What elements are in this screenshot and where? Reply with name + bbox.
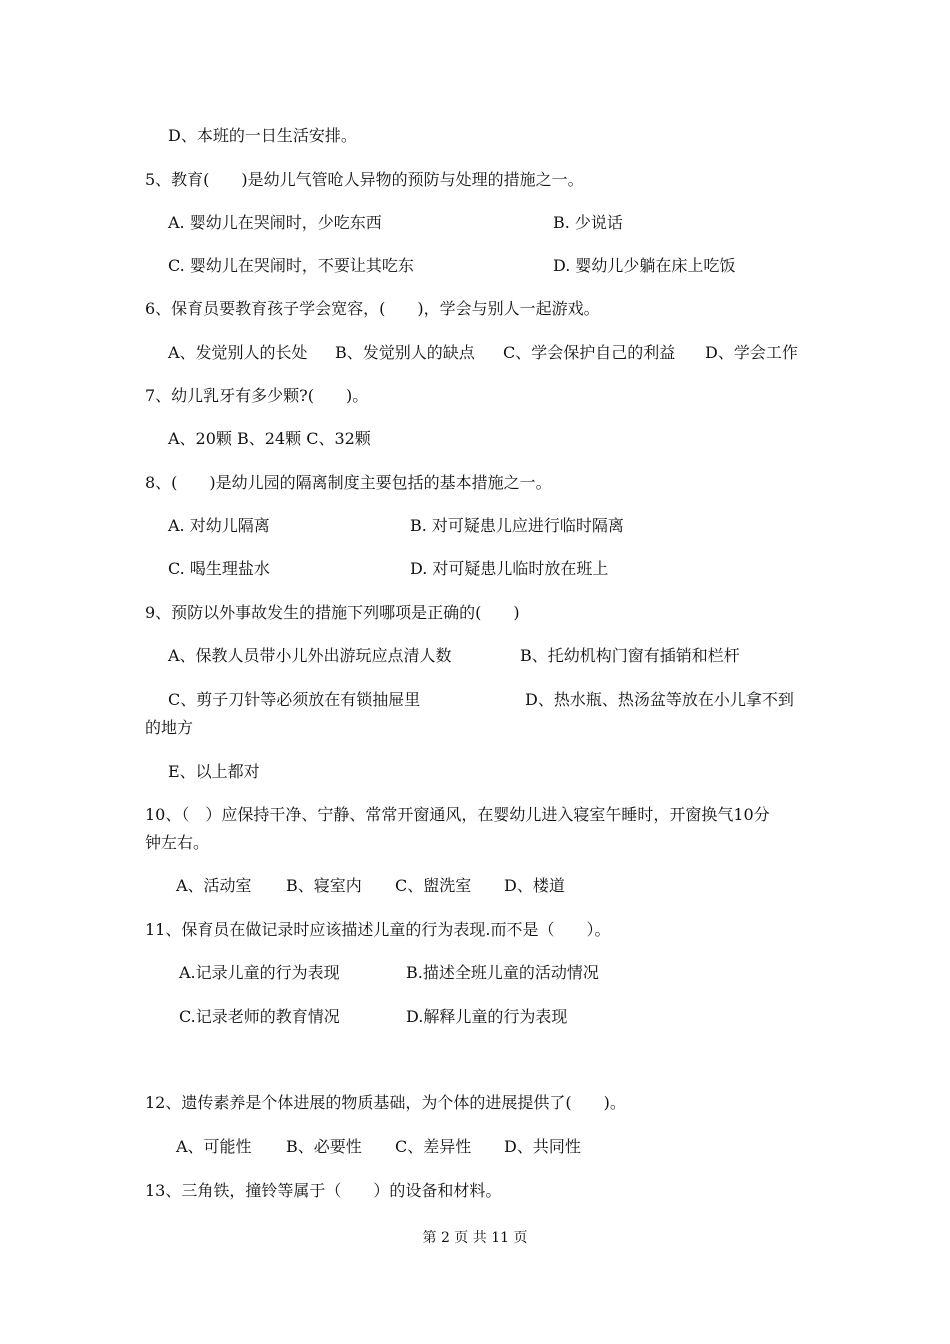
question-10: 10、（ ）应保持干净、宁静、常常开窗通风，在婴幼儿进入寝室午睡时，开窗换气10分 [145, 805, 770, 824]
q11-option-d: D.解释儿童的行为表现 [406, 1007, 568, 1026]
q9-option-a: A、保教人员带小儿外出游玩应点清人数 [168, 646, 452, 665]
q6-option-c: C、学会保护自己的利益 [503, 343, 676, 362]
question-9: 9、预防以外事故发生的措施下列哪项是正确的( ) [145, 603, 520, 622]
q11-option-b: B.描述全班儿童的活动情况 [406, 963, 599, 982]
q5-option-a: A. 婴幼儿在哭闹时，少吃东西 [168, 213, 382, 232]
q9-option-e: E、以上都对 [168, 762, 260, 781]
q11-option-c: C.记录老师的教育情况 [179, 1007, 340, 1026]
q7-options: A、20颗 B、24颗 C、32颗 [168, 429, 371, 448]
question-10-continued: 钟左右。 [145, 833, 210, 852]
q9-option-b: B、托幼机构门窗有插销和栏杆 [520, 646, 740, 665]
q12-option-b: B、必要性 [286, 1137, 362, 1156]
question-11: 11、保育员在做记录时应该描述儿童的行为表现.而不是（ ）。 [145, 920, 611, 939]
q5-option-b: B. 少说话 [553, 213, 623, 232]
question-5: 5、教育( )是幼儿气管呛人异物的预防与处理的措施之一。 [145, 170, 584, 189]
q6-option-a: A、发觉别人的长处 [168, 343, 308, 362]
q12-option-a: A、可能性 [176, 1137, 252, 1156]
question-8: 8、( )是幼儿园的隔离制度主要包括的基本措施之一。 [145, 473, 552, 492]
question-7: 7、幼儿乳牙有多少颗?( )。 [145, 386, 369, 405]
question-12: 12、遗传素养是个体进展的物质基础，为个体的进展提供了( )。 [145, 1093, 626, 1112]
question-13: 13、三角铁，撞铃等属于（ ）的设备和材料。 [145, 1181, 502, 1200]
question-6: 6、保育员要教育孩子学会宽容，( )，学会与别人一起游戏。 [145, 299, 600, 318]
q8-option-b: B. 对可疑患儿应进行临时隔离 [410, 516, 624, 535]
q12-option-c: C、差异性 [395, 1137, 472, 1156]
q9-option-d: D、热水瓶、热汤盆等放在小儿拿不到 [525, 690, 794, 709]
q10-option-a: A、活动室 [176, 876, 252, 895]
q10-option-b: B、寝室内 [286, 876, 362, 895]
q10-option-d: D、楼道 [504, 876, 565, 895]
q11-option-a: A.记录儿童的行为表现 [179, 963, 340, 982]
q10-option-c: C、盥洗室 [395, 876, 472, 895]
q5-option-d: D. 婴幼儿少躺在床上吃饭 [553, 256, 736, 275]
line-4-option-d: D、本班的一日生活安排。 [168, 126, 357, 145]
q5-option-c: C. 婴幼儿在哭闹时，不要让其吃东 [168, 256, 414, 275]
q6-option-d: D、学会工作 [705, 343, 798, 362]
page-footer: 第 2 页 共 11 页 [422, 1230, 528, 1246]
q9-option-c: C、剪子刀针等必须放在有锁抽屉里 [168, 690, 421, 709]
q6-option-b: B、发觉别人的缺点 [335, 343, 475, 362]
q8-option-a: A. 对幼儿隔离 [168, 516, 270, 535]
q9-option-d-continued: 的地方 [145, 718, 194, 737]
q12-option-d: D、共同性 [504, 1137, 581, 1156]
q8-option-d: D. 对可疑患儿临时放在班上 [410, 559, 609, 578]
q8-option-c: C. 喝生理盐水 [168, 559, 270, 578]
